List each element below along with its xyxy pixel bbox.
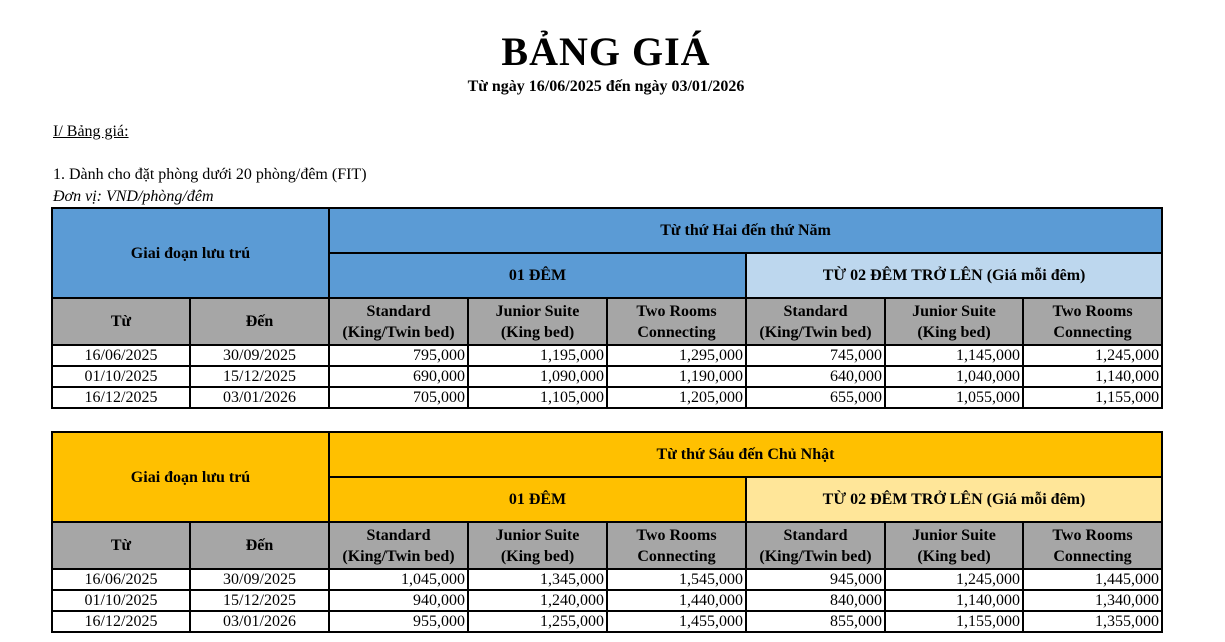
price-cell: 1,105,000 [468,387,607,408]
standard-header: Standard (King/Twin bed) [329,522,468,569]
price-cell: 705,000 [329,387,468,408]
standard-header: Standard (King/Twin bed) [746,298,885,345]
price-cell: 1,340,000 [1023,590,1162,611]
price-table-weekend [51,431,1163,633]
page-title: BẢNG GIÁ [501,29,711,74]
price-cell: 1,140,000 [885,590,1023,611]
booking-note: 1. Dành cho đặt phòng dưới 20 phòng/đêm (FIT) [53,166,367,183]
two-rooms-header: Two Rooms Connecting [607,522,746,569]
price-cell: 1,155,000 [885,611,1023,632]
price-cell: 1,205,000 [607,387,746,408]
price-cell: 940,000 [329,590,468,611]
price-table-weekday [51,207,1163,409]
two-rooms-header: Two Rooms Connecting [1023,298,1162,345]
price-cell: 855,000 [746,611,885,632]
price-cell: 1,145,000 [885,345,1023,366]
one-night-header: 01 ĐÊM [329,477,746,522]
price-cell: 1,245,000 [885,569,1023,590]
price-cell: 1,355,000 [1023,611,1162,632]
price-cell: 1,140,000 [1023,366,1162,387]
price-cell: 1,245,000 [1023,345,1162,366]
price-cell: 795,000 [329,345,468,366]
table-row [52,387,1162,408]
standard-header: Standard (King/Twin bed) [329,298,468,345]
to-date: 15/12/2025 [190,590,329,611]
from-date: 16/12/2025 [52,387,190,408]
price-cell: 1,090,000 [468,366,607,387]
date-range-subtitle: Từ ngày 16/06/2025 đến ngày 03/01/2026 [467,78,745,95]
price-cell: 1,445,000 [1023,569,1162,590]
price-cell: 690,000 [329,366,468,387]
two-rooms-header: Two Rooms Connecting [607,298,746,345]
one-night-header: 01 ĐÊM [329,253,746,298]
price-cell: 1,045,000 [329,569,468,590]
table-row [52,590,1162,611]
from-date: 16/12/2025 [52,611,190,632]
from-date: 01/10/2025 [52,590,190,611]
period-header: Giai đoạn lưu trú [52,208,329,298]
price-cell: 1,055,000 [885,387,1023,408]
from-date: 01/10/2025 [52,366,190,387]
currency-unit: Đơn vị: VND/phòng/đêm [53,188,214,205]
price-cell: 1,040,000 [885,366,1023,387]
from-header: Từ [52,522,190,569]
price-cell: 1,255,000 [468,611,607,632]
to-date: 15/12/2025 [190,366,329,387]
standard-header: Standard (King/Twin bed) [746,522,885,569]
day-range-header: Từ thứ Hai đến thứ Năm [329,208,1162,253]
from-date: 16/06/2025 [52,345,190,366]
price-cell: 1,545,000 [607,569,746,590]
section-title: I/ Bảng giá: [53,123,129,140]
to-date: 03/01/2026 [190,387,329,408]
two-plus-nights-header: TỪ 02 ĐÊM TRỞ LÊN (Giá mỗi đêm) [746,253,1162,298]
junior-suite-header: Junior Suite (King bed) [885,298,1023,345]
price-cell: 955,000 [329,611,468,632]
to-date: 30/09/2025 [190,569,329,590]
junior-suite-header: Junior Suite (King bed) [885,522,1023,569]
price-cell: 1,455,000 [607,611,746,632]
from-date: 16/06/2025 [52,569,190,590]
price-cell: 945,000 [746,569,885,590]
two-rooms-header: Two Rooms Connecting [1023,522,1162,569]
price-cell: 1,440,000 [607,590,746,611]
to-header: Đến [190,298,329,345]
price-cell: 840,000 [746,590,885,611]
table-row [52,345,1162,366]
price-cell: 745,000 [746,345,885,366]
price-cell: 1,155,000 [1023,387,1162,408]
price-cell: 1,345,000 [468,569,607,590]
from-header: Từ [52,298,190,345]
table-row [52,569,1162,590]
price-cell: 1,240,000 [468,590,607,611]
junior-suite-header: Junior Suite (King bed) [468,298,607,345]
to-date: 30/09/2025 [190,345,329,366]
period-header: Giai đoạn lưu trú [52,432,329,522]
price-cell: 1,190,000 [607,366,746,387]
price-cell: 1,295,000 [607,345,746,366]
to-date: 03/01/2026 [190,611,329,632]
price-cell: 640,000 [746,366,885,387]
table-row [52,366,1162,387]
two-plus-nights-header: TỪ 02 ĐÊM TRỞ LÊN (Giá mỗi đêm) [746,477,1162,522]
to-header: Đến [190,522,329,569]
junior-suite-header: Junior Suite (King bed) [468,522,607,569]
day-range-header: Từ thứ Sáu đến Chủ Nhật [329,432,1162,477]
price-cell: 1,195,000 [468,345,607,366]
price-cell: 655,000 [746,387,885,408]
table-row [52,611,1162,632]
